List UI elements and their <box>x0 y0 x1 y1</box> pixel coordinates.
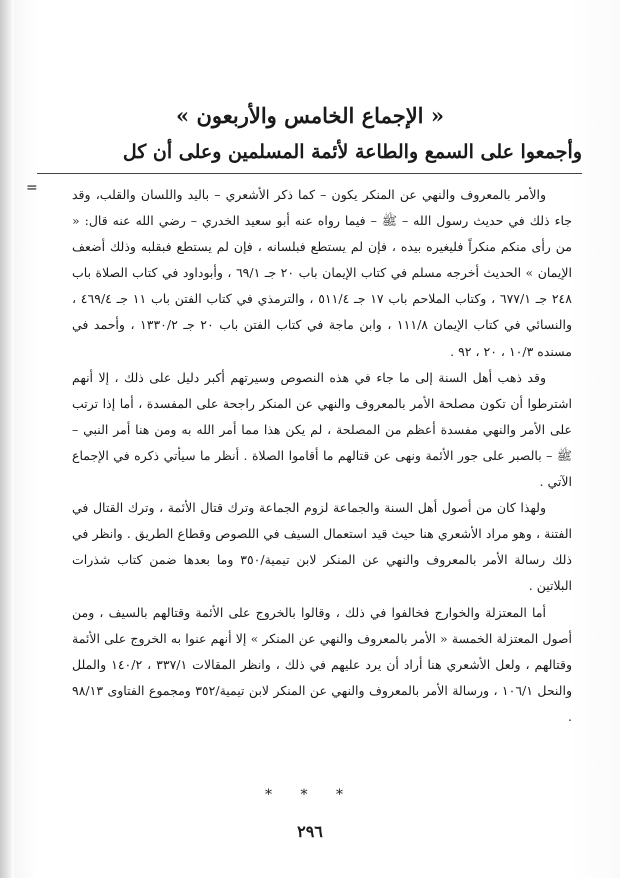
footnote-paragraph: وقد ذهب أهل السنة إلى ما جاء في هذه النصوص وسيرتهم أكبر دليل على ذلك ، إلا أنهم اشترطوا أن تكون مصلحة الأمر بالمعروف والنهي عن المنكر راجحة على المفسدة ، أما إذا ترتب على الأمر والنهي مفسدة أعظم من المصلحة ، لم يكن هذا مما أمر الله به ومن هنا أمر النبي – ﷺ – بالصبر على جور الأئمة ونهى عن قتالهم ما أقاموا الصلاة . أنظر ما سيأتي ذكره في الإجماع الآتي . <box>72 369 572 490</box>
book-gutter-shadow <box>0 0 14 878</box>
chapter-heading: « الإجماع الخامس والأربعون » <box>176 103 444 128</box>
footnote-paragraph: ولهذا كان من أصول أهل السنة والجماعة لزوم الجماعة وترك قتال الأئمة ، وترك القتال في الفتنة ، وهو مراد الأشعري هنا حيث قيد استعمال السيف في اللصوص وقطاع الطريق . وانظر في ذلك رسالة الأمر بالمعروف والنهي عن المنكر لابن تيمية/٣٥٠ وما بعدها ضمن كتاب شذرات البلاتين . <box>72 500 572 594</box>
footnote-separator-rule <box>37 173 582 174</box>
section-divider-stars: * * * <box>265 787 355 803</box>
footnote-continuation-marker: = <box>26 180 38 196</box>
page-number: ٢٩٦ <box>297 822 323 841</box>
footnote-paragraph: أما المعتزلة والخوارج فخالفوا في ذلك ، وقالوا بالخروج على الأئمة وقتالهم بالسيف ، ومن أصول المعتزلة الخمسة « الأمر بالمعروف والنهي عن المنكر » إلا أنهم عنوا به الخروج على الأئمة وقتالهم ، ولعل الأشعري هنا أراد أن يرد عليهم في ذلك ، وانظر المقالات ٣٣٧/١ ، ١٤٠/٢ والملل والنحل ١٠٦/١ ، ورسالة الأمر بالمعروف والنهي عن المنكر لابن تيمية/٣٥٢ ومجموع الفتاوى ٩٨/١٣ . <box>72 604 572 724</box>
main-statement: وأجمعوا على السمع والطاعة لأئمة المسلمين وعلى أن كل <box>122 141 582 163</box>
footnotes-block <box>72 182 572 730</box>
footnote-paragraph: والأمر بالمعروف والنهي عن المنكر يكون – كما ذكر الأشعري – باليد واللسان والقلب، وقد جاء ذلك في حديث رسول الله – ﷺ – فيما رواه عنه أبو سعيد الخدري – رضي الله عنه قال: « من رأى منكم منكراً فليغيره بيده ، فإن لم يستطع فبلسانه ، فإن لم يستطع فبقلبه وذلك أضعف الإيمان » الحديث أخرجه مسلم في كتاب الإيمان باب ٢٠ جـ ٦٩/١ ، وأبوداود في كتاب الصلاة باب ٢٤٨ جـ ٦٧٧/١ ، وكتاب الملاحم باب ١٧ جـ ٥١١/٤ ، والترمذي في كتاب الفتن باب ١١ جـ ٤٦٩/٤ ، والنسائي في كتاب الإيمان ١١١/٨ ، وابن ماجة في كتاب الفتن باب ٢٠ جـ ١٣٣٠/٢ ، وأحمد في مسنده ١٠/٣ ، ٢٠ ، ٩٢ . <box>72 187 573 359</box>
